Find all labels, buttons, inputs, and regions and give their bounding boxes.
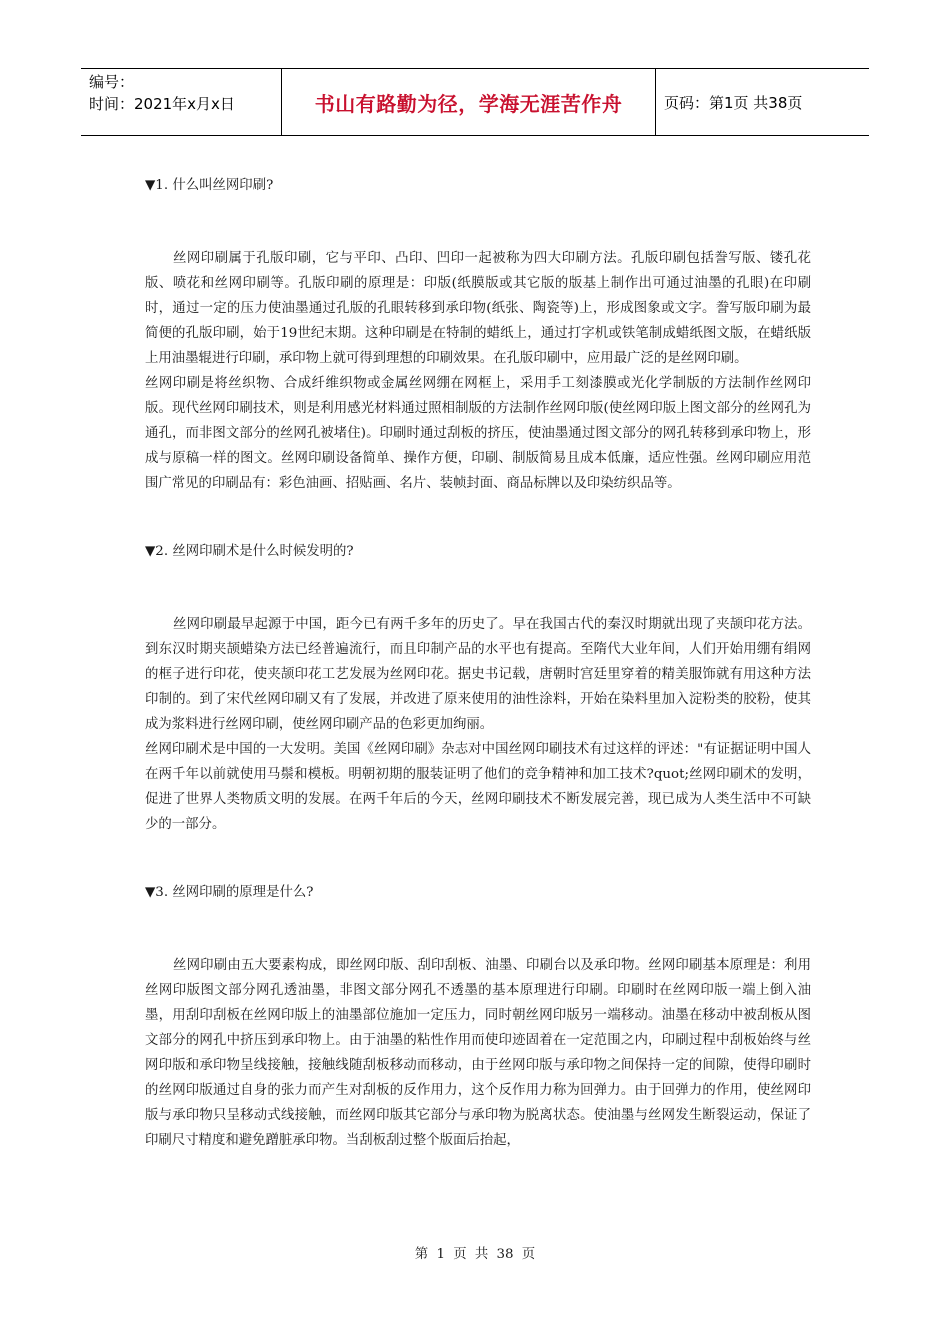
page-footer: 第 1 页 共 38 页 xyxy=(414,1247,536,1262)
header-page-info: 页码：第1页 共38页 xyxy=(664,93,803,112)
section-2-paragraph-2: 丝网印刷术是中国的一大发明。美国《丝网印刷》杂志对中国丝网印刷技术有过这样的评述："有证据证明中国人在两千年以前就使用马鬃和模板。明朝初期的服装证明了他们的竞争精神和加工技术?quot;丝网印刷术的发明，促进了世界人类物质文明的发展。在两千年后的今天，丝网印刷技术不断发展完善，现已成为人类生活中不可缺少的一部分。 xyxy=(145,742,811,832)
document-body xyxy=(145,170,811,1153)
header-info-cell xyxy=(81,69,282,135)
page-header xyxy=(81,68,869,136)
section-3-question: ▼3. 丝网印刷的原理是什么? xyxy=(145,885,314,900)
section-2-paragraph-1: 丝网印刷最早起源于中国，距今已有两千多年的历史了。早在我国古代的秦汉时期就出现了夹颉印花方法。到东汉时期夹颉蜡染方法已经普遍流行，而且印制产品的水平也有提高。至隋代大业年间，人们开始用绷有绢网的框子进行印花，使夹颉印花工艺发展为丝网印花。据史书记载，唐朝时宫廷里穿着的精美服饰就有用这种方法印制的。到了宋代丝网印刷又有了发展，并改进了原来使用的油性涂料，开始在染料里加入淀粉类的胶粉，使其成为浆料进行丝网印刷，使丝网印刷产品的色彩更加绚丽。 xyxy=(145,617,811,732)
document-time-label: 时间：2021年x月x日 xyxy=(89,95,235,113)
section-2-question: ▼2. 丝网印刷术是什么时候发明的? xyxy=(145,544,354,559)
section-1-question: ▼1. 什么叫丝网印刷? xyxy=(145,178,274,193)
section-1-paragraph-2: 丝网印刷是将丝织物、合成纤维织物或金属丝网绷在网框上，采用手工刻漆膜或光化学制版的方法制作丝网印版。现代丝网印刷技术，则是利用感光材料通过照相制版的方法制作丝网印版(使丝网印版上图文部分的丝网孔为通孔，而非图文部分的丝网孔被堵住)。印刷时通过刮板的挤压，使油墨通过图文部分的网孔转移到承印物上，形成与原稿一样的图文。丝网印刷设备简单、操作方便，印刷、制版简易且成本低廉，适应性强。丝网印刷应用范围广常见的印刷品有：彩色油画、招贴画、名片、装帧封面、商品标牌以及印染纺织品等。 xyxy=(145,376,811,491)
document-number-label: 编号： xyxy=(89,73,135,91)
section-1-paragraph-1: 丝网印刷属于孔版印刷，它与平印、凸印、凹印一起被称为四大印刷方法。孔版印刷包括誊写版、镂孔花版、喷花和丝网印刷等。孔版印刷的原理是：印版(纸膜版或其它版的版基上制作出可通过油墨的孔眼)在印刷时，通过一定的压力使油墨通过孔版的孔眼转移到承印物(纸张、陶瓷等)上，形成图象或文字。誊写版印刷为最简便的孔版印刷，始于19世纪末期。这种印刷是在特制的蜡纸上，通过打字机或铁笔制成蜡纸图文版，在蜡纸版上用油墨辊进行印刷，承印物上就可得到理想的印刷效果。在孔版印刷中，应用最广泛的是丝网印刷。 xyxy=(145,251,811,366)
header-motto: 书山有路勤为径，学海无涯苦作舟 xyxy=(282,69,656,135)
section-3-paragraph-1: 丝网印刷由五大要素构成，即丝网印版、刮印刮板、油墨、印刷台以及承印物。丝网印刷基本原理是：利用丝网印版图文部分网孔透油墨，非图文部分网孔不透墨的基本原理进行印刷。印刷时在丝网印版一端上倒入油墨，用刮印刮板在丝网印版上的油墨部位施加一定压力，同时朝丝网印版另一端移动。油墨在移动中被刮板从图文部分的网孔中挤压到承印物上。由于油墨的粘性作用而使印迹固着在一定范围之内，印刷过程中刮板始终与丝网印版和承印物呈线接触，接触线随刮板移动而移动，由于丝网印版与承印物之间保持一定的间隙，使得印刷时的丝网印版通过自身的张力而产生对刮板的反作用力，这个反作用力称为回弹力。由于回弹力的作用，使丝网印版与承印物只呈移动式线接触，而丝网印版其它部分与承印物为脱离状态。使油墨与丝网发生断裂运动，保证了印刷尺寸精度和避免蹭脏承印物。当刮板刮过整个版面后抬起， xyxy=(145,958,811,1148)
